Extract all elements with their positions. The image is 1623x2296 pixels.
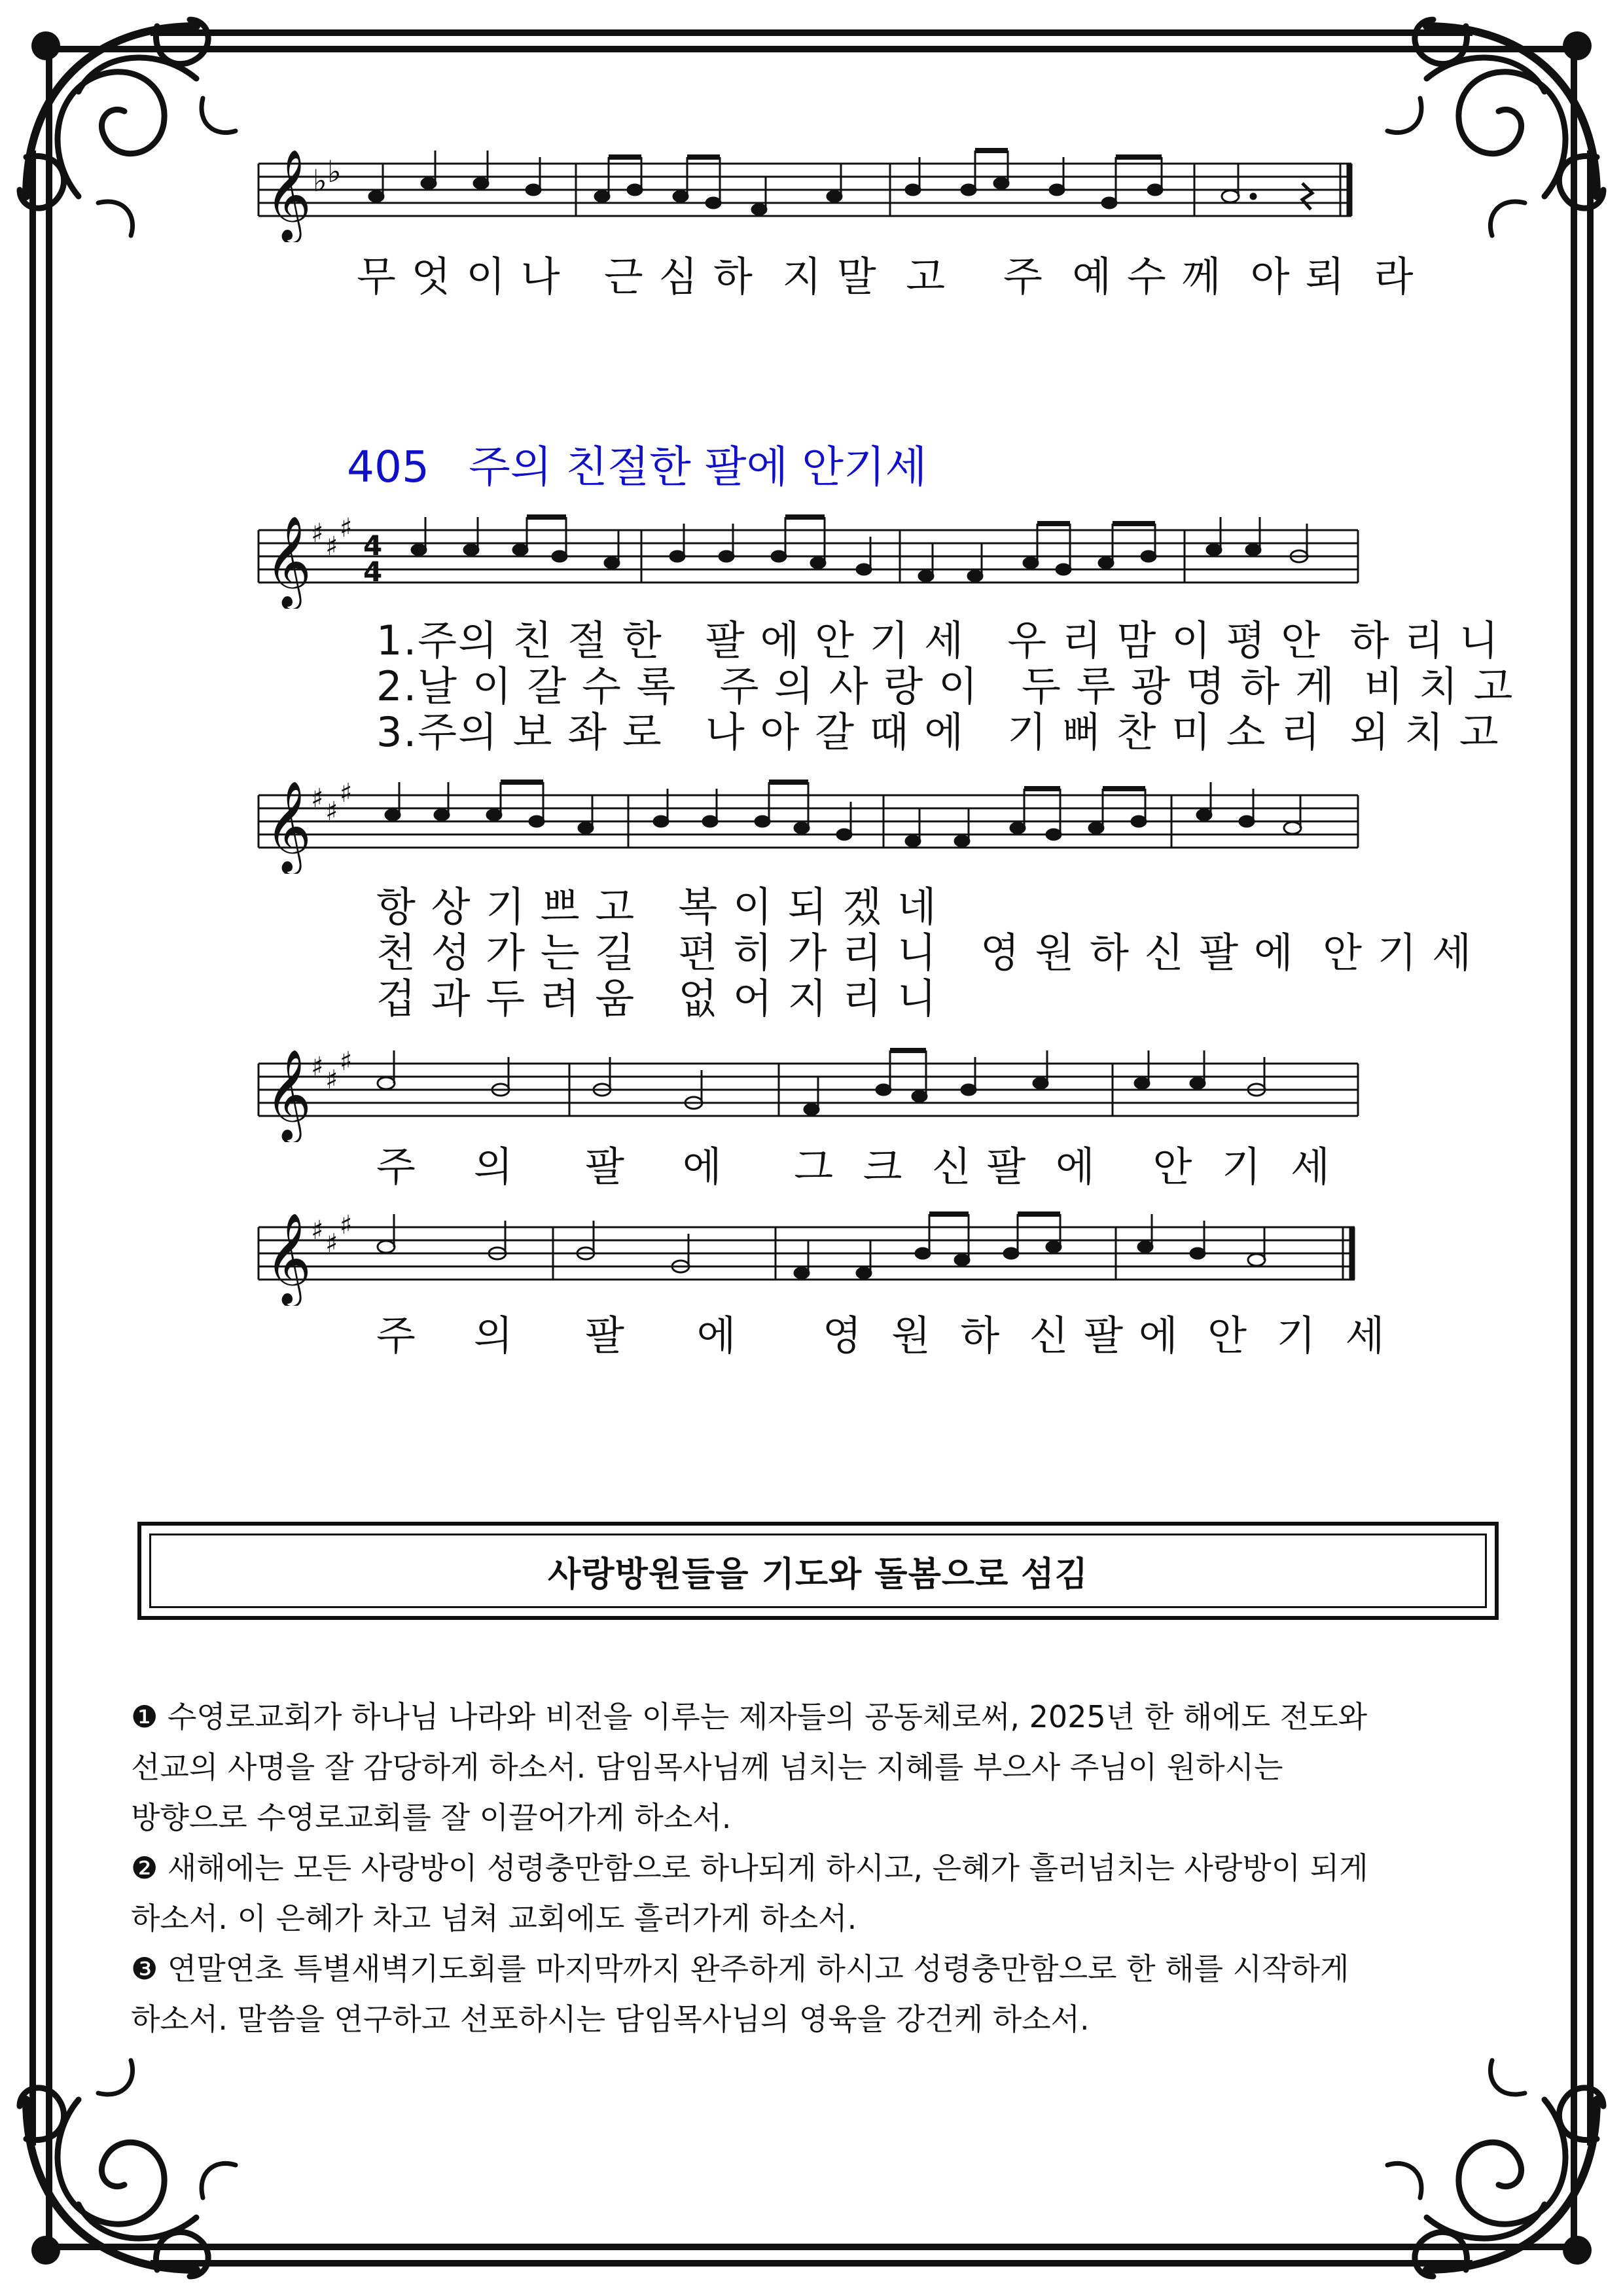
svg-text:♯: ♯: [325, 797, 338, 827]
prayer-line-1: ❶ 수영로교회가 하나님 나라와 비전을 이루는 제자들의 공동체로써, 2025년 한 해에도 전도와: [131, 1699, 1368, 1734]
svg-text:♯: ♯: [340, 513, 353, 543]
lyric-s1-v3: 3.주의 보 좌 로 나 아 갈 때 에 기 뻐 찬 미 소 리 외 치 고: [376, 708, 1500, 756]
time-sig-bottom: 4: [363, 556, 383, 588]
prayer-line-5: 하소서. 이 은혜가 차고 넘쳐 교회에도 흘러가게 하소서.: [131, 1901, 857, 1936]
svg-text:♯: ♯: [340, 1210, 353, 1240]
svg-text:𝄞: 𝄞: [265, 1213, 312, 1304]
lyric-s3: 주 의 팔 에 그 크 신 팔 에 안 기 세: [376, 1143, 1332, 1191]
lyric-s4: 주 의 팔 에 영 원 하 신 팔 에 안 기 세: [376, 1312, 1386, 1359]
prayer-line-7: 하소서. 말씀을 연구하고 선포하시는 담임목사님의 영육을 강건케 하소서.: [131, 2001, 1090, 2037]
svg-text:♯: ♯: [311, 1052, 324, 1082]
prayer-line-2: 선교의 사명을 잘 감당하게 하소서. 담임목사님께 넘치는 지혜를 부으사 주님이 원하시는: [131, 1749, 1283, 1785]
top-hymn-lyric: 무 엇 이 나 근 심 하 지 말 고 주 예 수 께 아 뢰 라: [357, 253, 1415, 300]
svg-text:♯: ♯: [340, 1047, 353, 1077]
svg-text:♯: ♯: [325, 1229, 338, 1259]
lyric-s1-v2: 2.날 이 갈 수 록 주 의 사 랑 이 두 루 광 명 하 게 비 치 고: [376, 662, 1514, 710]
svg-text:𝄞: 𝄞: [265, 1049, 312, 1140]
hymn-number: 405: [347, 442, 429, 492]
svg-text:♯: ♯: [340, 778, 353, 808]
svg-text:𝄞: 𝄞: [265, 781, 312, 872]
lyric-s2-v3: 겁 과 두 려 움 없 어 지 리 니: [376, 975, 938, 1022]
music-staff-4: [0, 1208, 1623, 1306]
lyric-s2-v2: 천 성 가 는 길 편 히 가 리 니 영 원 하 신 팔 에 안 기 세: [376, 929, 1473, 977]
music-staff-2: [0, 776, 1623, 874]
svg-text:♯: ♯: [311, 783, 324, 814]
section-heading-box: [137, 1522, 1499, 1620]
svg-text:♭: ♭: [313, 163, 327, 198]
lyric-s2-v1: 항 상 기 쁘 고 복 이 되 겠 네: [376, 883, 938, 931]
svg-text:♯: ♯: [311, 518, 324, 548]
prayer-line-4: ❷ 새해에는 모든 사랑방이 성령충만함으로 하나되게 하시고, 은혜가 흘러넘치는 사랑방이 되게: [131, 1850, 1368, 1886]
prayer-line-3: 방향으로 수영로교회를 잘 이끌어가게 하소서.: [131, 1800, 732, 1835]
hymn-title-text: 주의 친절한 팔에 안기세: [468, 442, 927, 492]
svg-text:𝄞: 𝄞: [265, 516, 312, 607]
svg-text:♭: ♭: [327, 154, 342, 189]
section-heading: 사랑방원들을 기도와 돌봄으로 섬김: [548, 1554, 1088, 1594]
hymn-title: [347, 432, 927, 494]
music-staff-3: [0, 1044, 1623, 1142]
svg-text:𝄞: 𝄞: [265, 149, 312, 240]
svg-text:♯: ♯: [325, 1065, 338, 1095]
svg-text:♯: ♯: [325, 531, 338, 562]
lyric-s1-v1: 1.주의 친 절 한 팔 에 안 기 세 우 리 맘 이 평 안 하 리 니: [376, 617, 1500, 664]
time-sig-top: 4: [363, 529, 383, 562]
music-staff-top: [0, 144, 1623, 242]
prayer-line-6: ❸ 연말연초 특별새벽기도회를 마지막까지 완주하게 하시고 성령충만함으로 한 해를 시작하게: [131, 1951, 1349, 1986]
section-heading-inner: [149, 1534, 1487, 1608]
svg-text:♯: ♯: [311, 1215, 324, 1246]
prayer-list: [131, 1692, 1518, 2045]
music-staff-1: [0, 511, 1623, 609]
